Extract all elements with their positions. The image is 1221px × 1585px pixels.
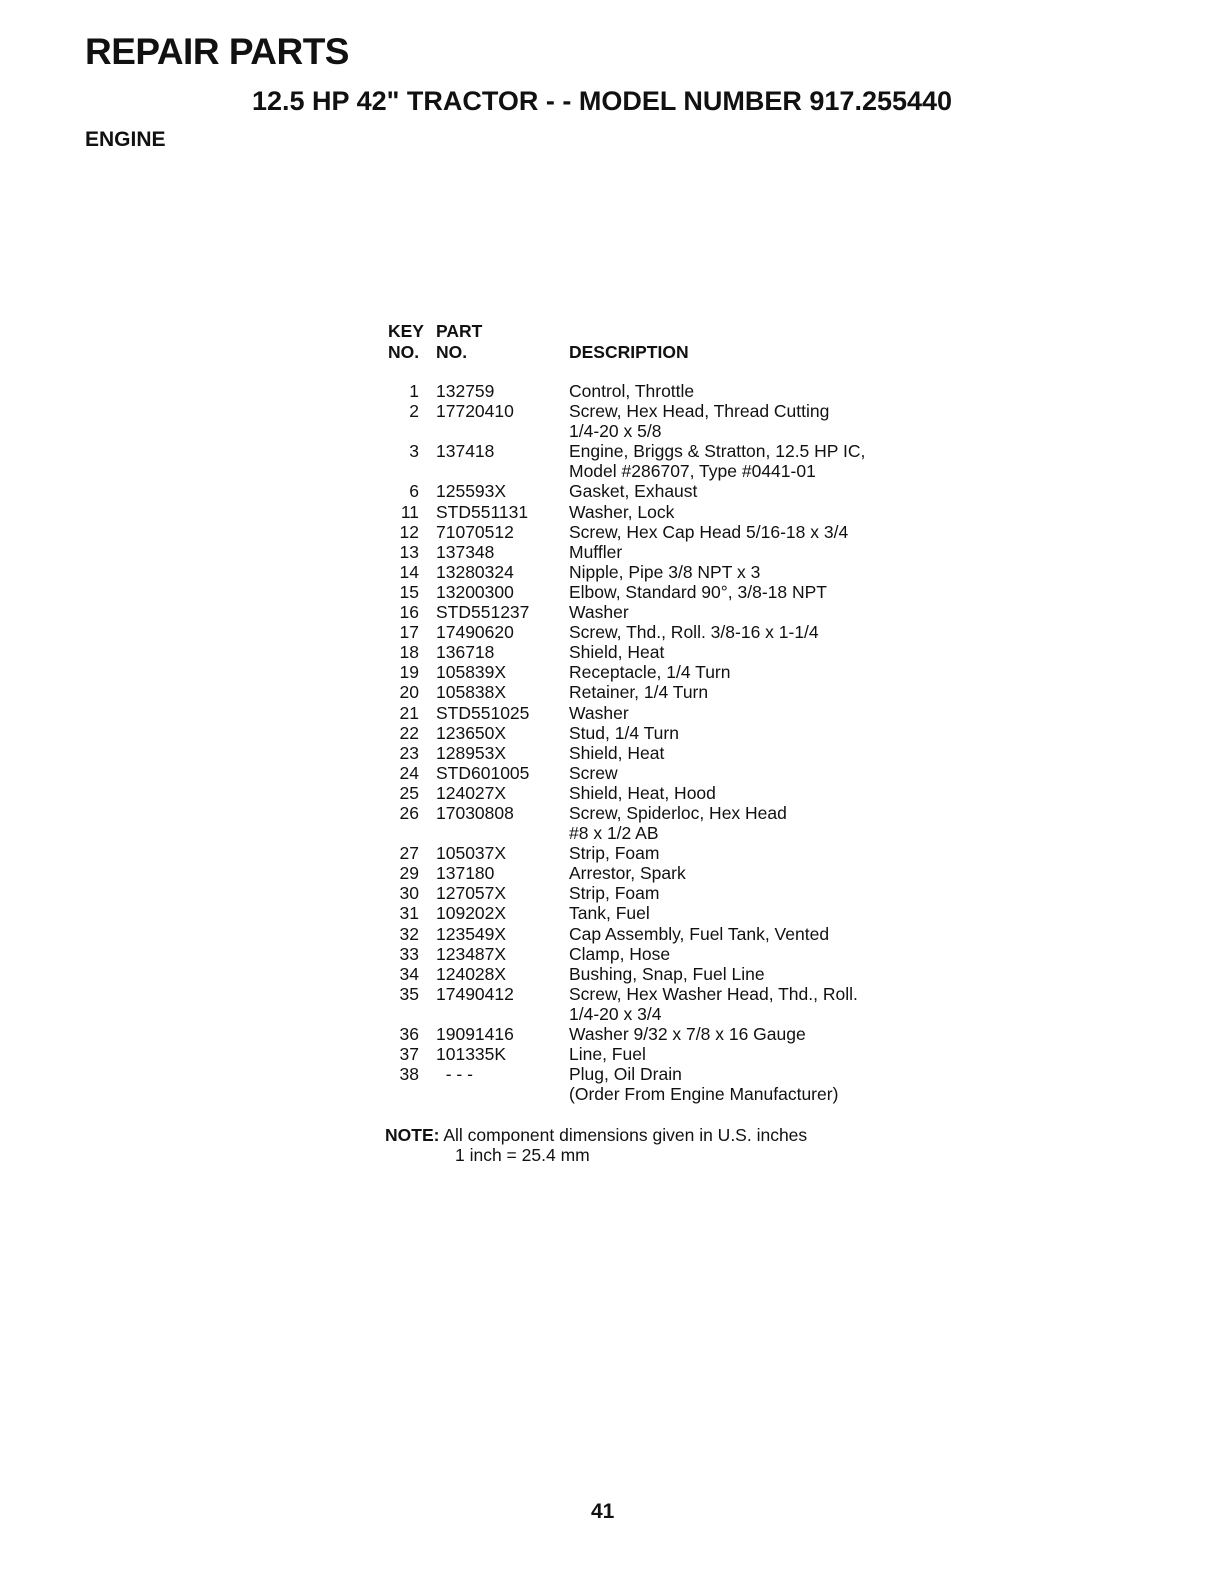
part-number: 13200300 — [436, 581, 514, 602]
description-line: Washer 9/32 x 7/8 x 16 Gauge — [569, 1024, 806, 1044]
part-number: 17490412 — [436, 983, 514, 1004]
description-line: Washer, Lock — [569, 501, 675, 522]
description-line: Screw, Hex Cap Head 5/16-18 x 3/4 — [569, 521, 849, 542]
key-number: 17 — [399, 622, 419, 643]
description-column-header: DESCRIPTION — [569, 342, 689, 362]
part-number: 137180 — [436, 863, 495, 884]
description-line: Gasket, Exhaust — [569, 481, 698, 502]
parts-list-rows — [383, 381, 943, 1104]
part-number: 105037X — [436, 843, 507, 864]
part-number: 127057X — [436, 883, 507, 904]
page-number: 41 — [591, 1500, 615, 1523]
description-line: Strip, Foam — [569, 843, 660, 864]
part-description — [569, 703, 943, 723]
table-row — [383, 401, 943, 441]
description-line: Screw, Hex Washer Head, Thd., Roll. — [569, 983, 858, 1004]
part-description — [569, 502, 943, 522]
part-description — [569, 1044, 943, 1064]
key-number: 2 — [409, 401, 419, 422]
table-row — [383, 924, 943, 944]
key-number: 33 — [399, 943, 419, 964]
key-number: 31 — [399, 903, 419, 924]
part-number: 128953X — [436, 742, 507, 763]
part-description — [569, 783, 943, 803]
page-title: REPAIR PARTS — [85, 31, 349, 72]
table-row — [383, 381, 943, 401]
key-number: 24 — [399, 762, 419, 783]
description-line: Cap Assembly, Fuel Tank, Vented — [569, 923, 830, 944]
description-line: Arrestor, Spark — [569, 863, 686, 884]
description-line: Screw, Spiderloc, Hex Head — [569, 802, 787, 823]
table-row — [383, 602, 943, 622]
table-row — [383, 843, 943, 863]
description-line: Strip, Foam — [569, 883, 660, 904]
part-description — [569, 1064, 943, 1104]
key-number: 25 — [399, 782, 419, 803]
table-row — [383, 522, 943, 542]
table-row — [383, 562, 943, 582]
table-row — [383, 723, 943, 743]
table-row — [383, 502, 943, 522]
table-row — [383, 682, 943, 702]
key-number: 32 — [399, 923, 419, 944]
key-number: 6 — [409, 481, 419, 502]
part-description — [569, 903, 943, 923]
key-number: 16 — [399, 602, 419, 623]
description-line: 1/4-20 x 3/4 — [569, 1003, 662, 1024]
part-number: 13280324 — [436, 561, 514, 582]
key-number: 18 — [399, 642, 419, 663]
part-description — [569, 803, 943, 843]
note-line-2: 1 inch = 25.4 mm — [455, 1145, 590, 1165]
table-row — [383, 903, 943, 923]
key-number: 29 — [399, 863, 419, 884]
part-number: 125593X — [436, 481, 507, 502]
part-description — [569, 381, 943, 401]
description-line: Tank, Fuel — [569, 903, 650, 924]
table-row — [383, 1044, 943, 1064]
part-description — [569, 763, 943, 783]
part-number: 105838X — [436, 682, 507, 703]
table-row — [383, 1024, 943, 1044]
parts-list — [383, 321, 943, 1104]
part-number: STD601005 — [436, 762, 530, 783]
description-line: Engine, Briggs & Stratton, 12.5 HP IC, — [569, 441, 866, 462]
part-description — [569, 843, 943, 863]
description-line: Receptacle, 1/4 Turn — [569, 662, 731, 683]
note-label: NOTE: — [385, 1125, 440, 1145]
table-row — [383, 1064, 943, 1104]
table-row — [383, 662, 943, 682]
description-line: Washer — [569, 702, 629, 723]
description-line: Nipple, Pipe 3/8 NPT x 3 — [569, 561, 761, 582]
part-number: STD551237 — [436, 602, 530, 623]
part-description — [569, 863, 943, 883]
key-number: 11 — [400, 501, 419, 522]
part-number: 136718 — [436, 642, 495, 663]
part-number: 132759 — [436, 381, 495, 401]
description-line: Muffler — [569, 541, 623, 562]
key-number: 3 — [409, 441, 419, 462]
part-number: 123487X — [436, 943, 507, 964]
table-row — [383, 763, 943, 783]
key-number: 34 — [399, 963, 419, 984]
key-number: 30 — [399, 883, 419, 904]
part-number: 123650X — [436, 722, 507, 743]
part-number: 137418 — [436, 441, 495, 462]
description-line: Line, Fuel — [569, 1044, 646, 1065]
part-description — [569, 1024, 943, 1044]
key-number: 38 — [399, 1064, 419, 1085]
part-number: 17490620 — [436, 622, 514, 643]
part-number: 123549X — [436, 923, 507, 944]
description-line: Screw, Thd., Roll. 3/8-16 x 1-1/4 — [569, 622, 819, 643]
key-column-header-bottom: NO. — [388, 342, 420, 362]
key-column-header-top: KEY — [388, 321, 424, 341]
description-line: (Order From Engine Manufacturer) — [569, 1084, 839, 1105]
part-number: STD551025 — [436, 702, 530, 723]
description-line: #8 x 1/2 AB — [569, 823, 659, 844]
key-number: 35 — [399, 983, 419, 1004]
key-number: 14 — [399, 561, 419, 582]
description-line: Plug, Oil Drain — [569, 1064, 682, 1085]
table-row — [383, 743, 943, 763]
part-number: 109202X — [436, 903, 507, 924]
table-row — [383, 783, 943, 803]
part-description — [569, 723, 943, 743]
description-line: Shield, Heat, Hood — [569, 782, 716, 803]
description-line: Stud, 1/4 Turn — [569, 722, 679, 743]
key-number: 15 — [399, 581, 419, 602]
part-column-header-bottom: NO. — [436, 342, 468, 362]
part-description — [569, 401, 943, 441]
note-text: All component dimensions given in U.S. inches — [443, 1125, 808, 1145]
description-line: Screw — [569, 762, 618, 783]
table-row — [383, 944, 943, 964]
part-description — [569, 481, 943, 501]
key-number: 12 — [399, 521, 419, 542]
part-number: 124028X — [436, 963, 507, 984]
key-number: 26 — [399, 802, 419, 823]
description-line: Screw, Hex Head, Thread Cutting — [569, 401, 830, 422]
table-row — [383, 803, 943, 843]
part-column-header-top: PART — [436, 321, 483, 341]
part-number: 105839X — [436, 662, 507, 683]
part-description — [569, 602, 943, 622]
part-description — [569, 562, 943, 582]
part-description — [569, 522, 943, 542]
description-line: Shield, Heat — [569, 642, 665, 663]
part-number: 124027X — [436, 782, 507, 803]
table-row — [383, 883, 943, 903]
table-row — [383, 542, 943, 562]
key-number: 22 — [399, 722, 419, 743]
part-number: 19091416 — [436, 1024, 514, 1044]
part-description — [569, 622, 943, 642]
model-title: 12.5 HP 42" TRACTOR - - MODEL NUMBER 917.255440 — [252, 86, 953, 116]
part-number: STD551131 — [436, 501, 529, 522]
description-line: 1/4-20 x 5/8 — [569, 421, 662, 442]
parts-list-header — [383, 321, 943, 381]
key-number: 19 — [399, 662, 419, 683]
table-row — [383, 703, 943, 723]
section-title: ENGINE — [85, 128, 166, 151]
part-description — [569, 944, 943, 964]
description-line: Washer — [569, 602, 629, 623]
part-description — [569, 743, 943, 763]
part-description — [569, 582, 943, 602]
note-line-1 — [385, 1125, 807, 1145]
note — [385, 1125, 807, 1165]
part-description — [569, 542, 943, 562]
part-description — [569, 642, 943, 662]
key-number: 27 — [399, 843, 419, 864]
part-number: 71070512 — [436, 521, 514, 542]
description-line: Model #286707, Type #0441-01 — [569, 461, 816, 482]
table-row — [383, 964, 943, 984]
part-description — [569, 883, 943, 903]
part-number: 17720410 — [436, 401, 514, 422]
key-number: 37 — [399, 1044, 419, 1065]
table-row — [383, 441, 943, 481]
key-number: 21 — [399, 702, 419, 723]
key-number: 23 — [399, 742, 419, 763]
table-row — [383, 582, 943, 602]
table-row — [383, 642, 943, 662]
key-number: 36 — [399, 1024, 419, 1044]
description-line: Retainer, 1/4 Turn — [569, 682, 709, 703]
part-number: - - - — [436, 1064, 473, 1085]
description-line: Bushing, Snap, Fuel Line — [569, 963, 765, 984]
part-description — [569, 682, 943, 702]
key-number: 13 — [399, 541, 419, 562]
part-description — [569, 964, 943, 984]
description-line: Clamp, Hose — [569, 943, 671, 964]
part-description — [569, 984, 943, 1024]
description-line: Shield, Heat — [569, 742, 665, 763]
table-row — [383, 622, 943, 642]
key-number: 1 — [409, 381, 419, 401]
part-description — [569, 441, 943, 481]
key-number: 20 — [399, 682, 419, 703]
table-row — [383, 863, 943, 883]
part-number: 137348 — [436, 541, 495, 562]
part-number: 17030808 — [436, 802, 514, 823]
table-row — [383, 481, 943, 501]
description-line: Control, Throttle — [569, 381, 695, 401]
part-description — [569, 662, 943, 682]
table-row — [383, 984, 943, 1024]
part-number: 101335K — [436, 1044, 507, 1065]
part-description — [569, 924, 943, 944]
description-line: Elbow, Standard 90°, 3/8-18 NPT — [569, 581, 827, 602]
